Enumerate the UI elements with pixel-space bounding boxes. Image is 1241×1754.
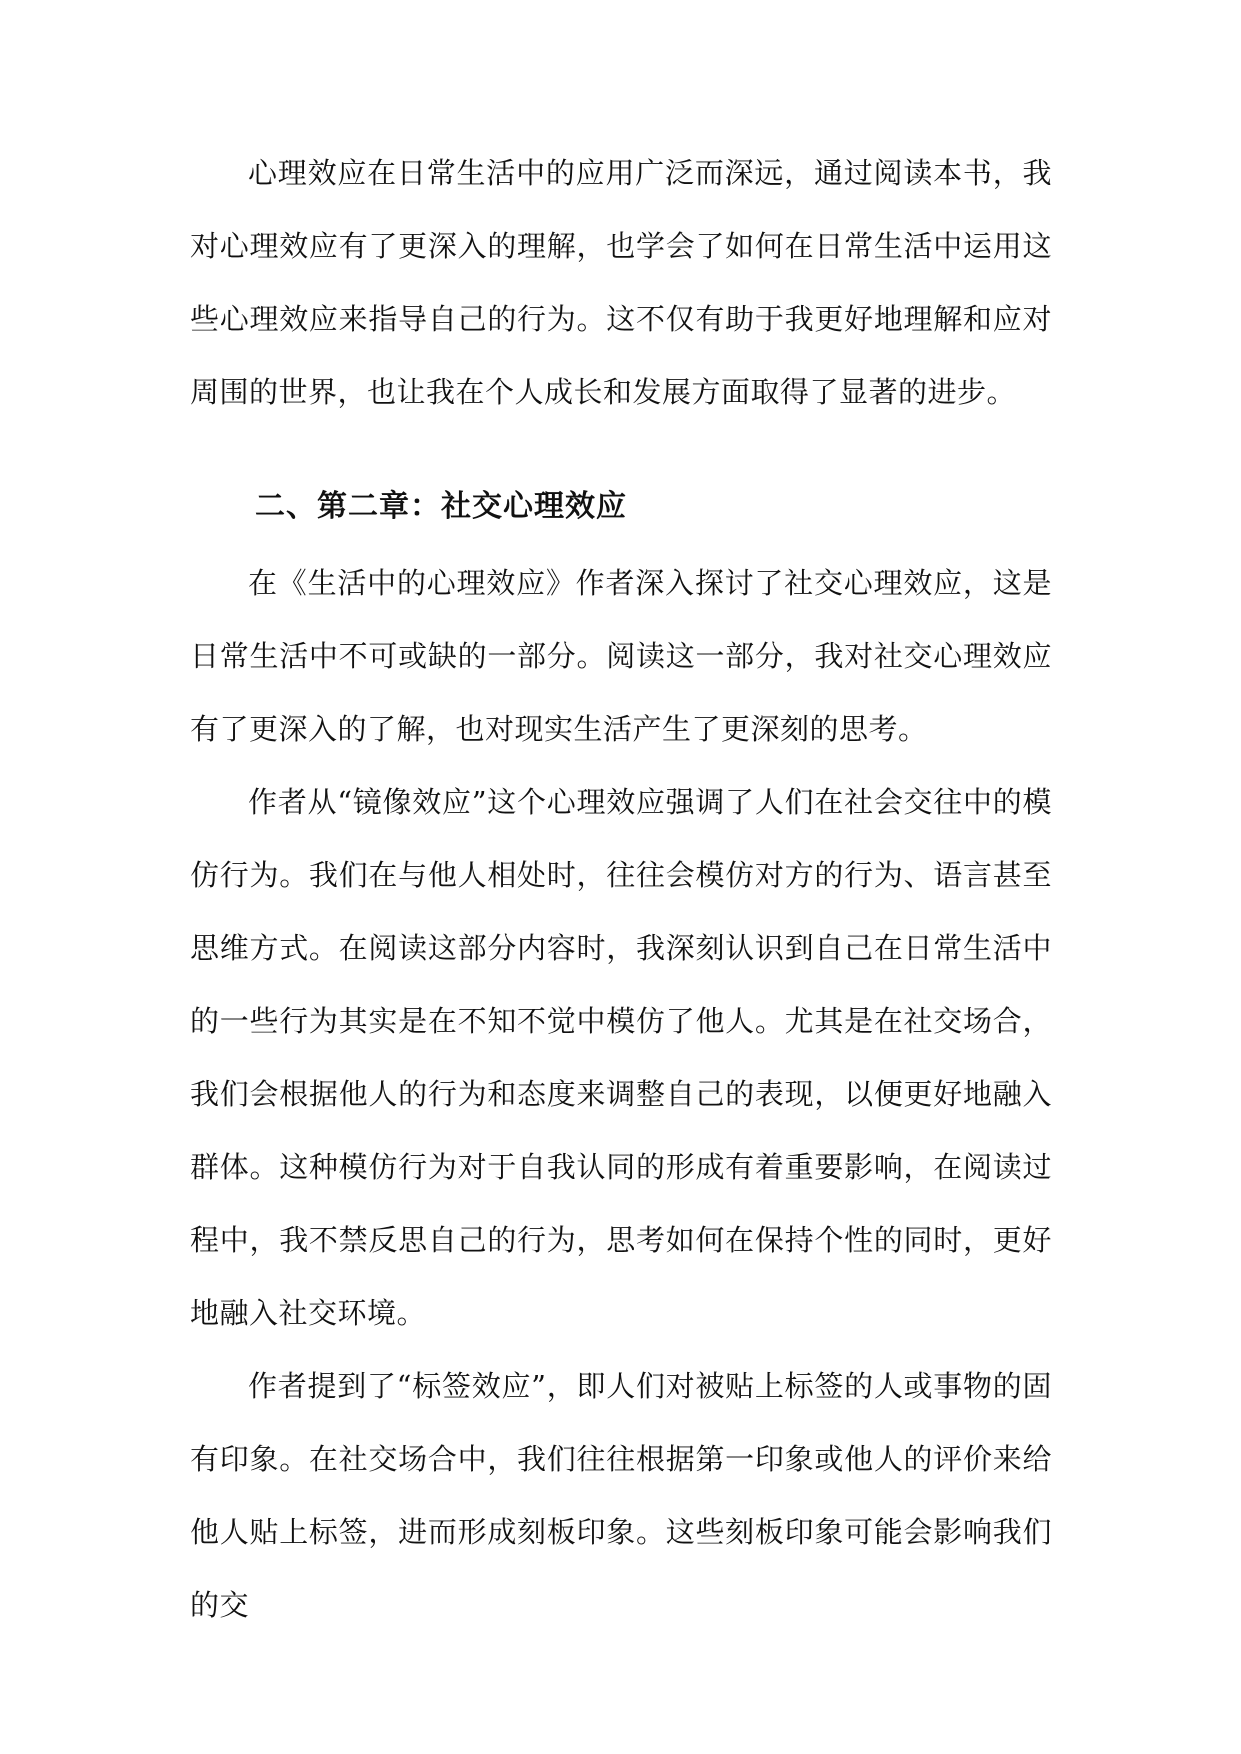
chapter-text-block <box>190 547 1052 1642</box>
intro-paragraph: 心理效应在日常生活中的应用广泛而深远，通过阅读本书，我对心理效应有了更深入的理解，也学会了如何在日常生活中运用这些心理效应来指导自己的行为。这不仅有助于我更好地理解和应对周围的世界，也让我在个人成长和发展方面取得了显著的进步。 <box>190 156 1052 409</box>
body-paragraph: 作者提到了“标签效应”，即人们对被贴上标签的人或事物的固有印象。在社交场合中，我们往往根据第一印象或他人的评价来给他人贴上标签，进而形成刻板印象。这些刻板印象可能会影响我们的交 <box>190 1369 1052 1622</box>
intro-text-block <box>190 137 1052 429</box>
body-paragraph: 作者从“镜像效应”这个心理效应强调了人们在社会交往中的模仿行为。我们在与他人相处时，往往会模仿对方的行为、语言甚至思维方式。在阅读这部分内容时，我深刻认识到自己在日常生活中的一些行为其实是在不知不觉中模仿了他人。尤其是在社交场合，我们会根据他人的行为和态度来调整自己的表现，以便更好地融入群体。这种模仿行为对于自我认同的形成有着重要影响，在阅读过程中，我不禁反思自己的行为，思考如何在保持个性的同时，更好地融入社交环境。 <box>190 785 1052 1330</box>
section-heading: 二、第二章：社交心理效应 <box>255 489 627 524</box>
body-paragraph: 在《生活中的心理效应》作者深入探讨了社交心理效应，这是日常生活中不可或缺的一部分。阅读这一部分，我对社交心理效应有了更深入的了解，也对现实生活产生了更深刻的思考。 <box>190 566 1052 746</box>
